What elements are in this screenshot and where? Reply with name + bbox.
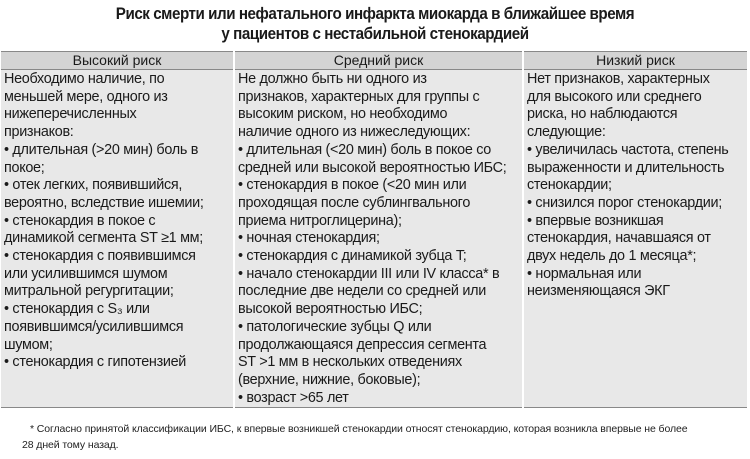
cell-line: • впервые возникшая [527,212,664,229]
header-high-risk: Высокий риск [1,52,234,70]
footnote [22,421,745,453]
cell-line: риска, но наблюдаются [527,106,678,123]
cell-line: • снизился порог стенокардии; [527,194,722,211]
cell-line: Нет признаков, характерных [527,71,710,87]
cell-line: нижеперечисленных [4,106,137,123]
cell-line: • длительная (>20 мин) боль в [4,141,199,158]
cell-line: динамикой сегмента ST ≥1 мм; [4,230,203,247]
cell-line: • длительная (<20 мин) боль в покое со [238,141,492,158]
cell-medium-risk [234,70,523,408]
cell-line: следующие: [527,124,606,141]
cell-line: вероятно, вследствие ишемии; [4,194,204,211]
cell-line: высокой вероятностью ИБС; [238,301,423,318]
title-line-2: у пациентов с нестабильной стенокардией [221,25,529,43]
header-low-risk: Низкий риск [523,52,747,70]
cell-line: • стенокардия с гипотензией [4,354,187,371]
page-title [30,4,720,44]
cell-line: Необходимо наличие, по [4,71,165,87]
cell-line: появившимся/усилившимся [4,318,184,335]
cell-line: для высокого или среднего [527,88,702,105]
cell-line: шумом; [4,336,53,353]
header-medium-risk: Средний риск [234,52,523,70]
cell-line: • стенокардия в покое (<20 мин или [238,177,467,194]
cell-line: средней или высокой вероятностью ИБС; [238,159,507,176]
cell-line: меньшей мере, одного из [4,88,168,105]
cell-line: стенокардии; [527,177,612,194]
table-header-row [1,52,747,70]
title-line-1: Риск смерти или нефатального инфаркта миокарда в ближайшее время [115,5,635,23]
cell-line: • начало стенокардии III или IV класса* в [238,265,500,282]
cell-line: покое; [4,159,45,176]
cell-line: выраженности и длительность [527,159,725,176]
cell-low-risk [523,70,747,408]
cell-line: • возраст >65 лет [238,389,349,406]
cell-line: Не должно быть ни одного из [238,71,427,87]
cell-line: (верхние, нижние, боковые); [238,371,421,388]
cell-line: • стенокардия с S₃ или [4,301,150,318]
cell-line: или усилившимся шумом [4,265,168,282]
cell-line: стенокардия, начавшаяся от [527,230,711,247]
cell-line: последние две недели со средней или [238,283,486,300]
cell-line: наличие одного из нижеследующих: [238,124,471,141]
cell-line: • патологические зубцы Q или [238,318,432,335]
cell-line: высоким риском, но необходимо [238,106,448,123]
table-row [1,70,747,408]
footnote-line-1: * Согласно принятой классификации ИБС, к впервые возникшей стенокардии относят стенокардию, которая возникла впервые не более [30,423,688,435]
cell-line: ST >1 мм в нескольких отведениях [238,354,462,371]
cell-line: приема нитроглицерина); [238,212,402,229]
cell-line: митральной регургитации; [4,283,174,300]
risk-table [1,51,747,408]
cell-line: признаков: [4,124,74,141]
cell-line: • стенокардия с динамикой зубца T; [238,248,467,265]
cell-line: проходящая после сублингвального [238,194,471,211]
cell-high-risk [1,70,234,408]
cell-line: неизменяющаяся ЭКГ [527,283,670,300]
cell-line: • нормальная или [527,265,642,282]
footnote-line-2: 28 дней тому назад. [22,439,119,451]
cell-line: • увеличилась частота, степень [527,141,729,158]
cell-line: продолжающаяся депрессия сегмента [238,336,487,353]
cell-line: двух недель до 1 месяца*; [527,248,697,265]
cell-line: • стенокардия в покое с [4,212,156,229]
cell-line: • стенокардия с появившимся [4,248,196,265]
cell-line: • ночная стенокардия; [238,230,380,247]
cell-line: • отек легких, появившийся, [4,177,183,194]
cell-line: признаков, характерных для группы с [238,88,480,105]
